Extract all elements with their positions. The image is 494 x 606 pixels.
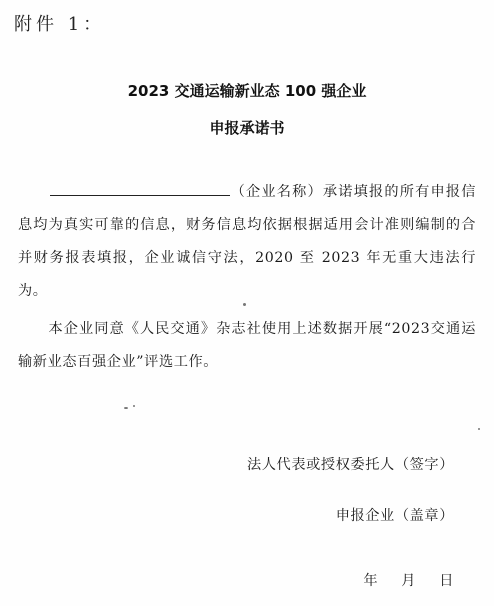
- signer-label: 法人代表或授权委托人（签字）: [246, 457, 454, 473]
- commitment-paragraph: [18, 176, 476, 308]
- company-name-blank: [50, 181, 230, 196]
- consent-text: 本企业同意《人民交通》杂志社使用上述数据开展“2023交通运输新业态百强企业”评选工作。: [18, 321, 476, 370]
- scan-speck: [478, 428, 480, 430]
- seal-label: 申报企业（盖章）: [335, 508, 454, 524]
- scan-speck: [243, 303, 246, 306]
- attachment-label: 附件 1：: [14, 14, 106, 35]
- company-name-placeholder: （企业名称）: [230, 184, 323, 200]
- scan-speck: [133, 405, 135, 407]
- consent-paragraph: [18, 313, 476, 379]
- date-label: 年 月 日: [363, 573, 454, 589]
- document-subtitle: 申报承诺书: [209, 119, 285, 137]
- commitment-text: 承诺填报的所有申报信息均为真实可靠的信息，财务信息均依据根据适用会计准则编制的合并财务报表填报，企业诚信守法，2020 至 2023 年无重大违法行为。: [18, 184, 476, 299]
- scan-speck: [124, 407, 128, 409]
- document-title: 2023 交通运输新业态 100 强企业: [127, 82, 367, 100]
